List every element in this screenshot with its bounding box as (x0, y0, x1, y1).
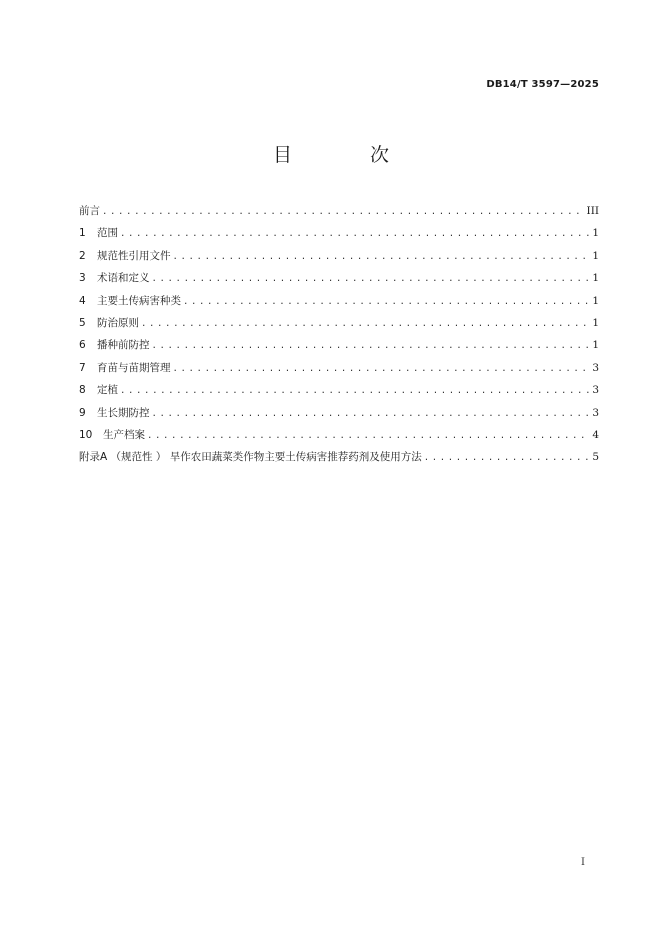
toc-entry-title: 生长期防控 (97, 406, 150, 419)
toc-entry-title: 主要土传病害种类 (97, 294, 181, 307)
toc-leader-dots (152, 268, 590, 290)
toc-entry-4[interactable] (79, 290, 599, 312)
toc-leader-dots (120, 223, 589, 245)
toc-entry-6[interactable] (79, 334, 599, 356)
page-title: 目 次 (272, 144, 426, 166)
toc-entry-page: 1 (592, 316, 599, 329)
toc-entry-number: 4 (79, 294, 86, 307)
toc-entry-title: 范围 (97, 227, 118, 240)
toc-entry-page: 1 (592, 227, 599, 240)
toc-entry-title: 规范性引用文件 (97, 249, 171, 262)
toc-leader-dots (173, 246, 590, 268)
toc-entry-5[interactable] (79, 312, 599, 334)
toc-entry-3[interactable] (79, 267, 599, 289)
toc-leader-dots (152, 403, 590, 425)
toc-entry-number: 9 (79, 406, 86, 419)
toc-leader-dots (183, 291, 589, 313)
toc-entry-9[interactable] (79, 402, 599, 424)
toc-entry-number: 5 (79, 316, 86, 329)
toc-entry-title: 防治原则 (97, 316, 139, 329)
table-of-contents (79, 200, 599, 469)
toc-entry-title: 育苗与苗期管理 (97, 361, 171, 374)
document-code: DB14/T 3597—2025 (486, 79, 599, 90)
toc-leader-dots (141, 313, 589, 335)
toc-entry-page: 3 (592, 406, 599, 419)
toc-entry-1[interactable] (79, 222, 599, 244)
toc-entry-number: 8 (79, 384, 86, 397)
toc-entry-page: 1 (592, 272, 599, 285)
toc-entry-8[interactable] (79, 379, 599, 401)
toc-entry-page: III (586, 205, 599, 217)
toc-leader-dots (102, 201, 584, 223)
toc-entry-2[interactable] (79, 245, 599, 267)
toc-entry-number: 6 (79, 339, 86, 352)
toc-entry-title: 播种前防控 (97, 339, 150, 352)
toc-entry-page: 5 (592, 451, 599, 464)
toc-entry-number: 7 (79, 361, 86, 374)
toc-entry-page: 3 (592, 384, 599, 397)
toc-entry-title: 前言 (79, 205, 100, 217)
toc-entry-title: 附录A （规范性 ） 旱作农田蔬菜类作物主要土传病害推荐药剂及使用方法 (79, 451, 422, 464)
toc-leader-dots (152, 335, 590, 357)
toc-entry-title: 术语和定义 (97, 272, 150, 285)
toc-leader-dots (147, 425, 589, 447)
toc-entry-title: 定植 (97, 384, 118, 397)
toc-entry-appendix-a[interactable] (79, 446, 599, 468)
toc-entry-page: 1 (592, 294, 599, 307)
toc-entry-page: 1 (592, 339, 599, 352)
toc-entry-page: 3 (592, 361, 599, 374)
toc-entry-number: 2 (79, 249, 86, 262)
toc-leader-dots (120, 380, 589, 402)
toc-leader-dots (173, 358, 590, 380)
toc-entry-page: 4 (592, 428, 599, 441)
toc-leader-dots (424, 447, 590, 469)
page-number: I (581, 857, 585, 868)
toc-entry-title: 生产档案 (103, 428, 145, 441)
toc-entry-number: 3 (79, 272, 86, 285)
toc-entry-number: 10 (79, 428, 93, 441)
toc-entry-page: 1 (592, 249, 599, 262)
toc-entry-foreword[interactable] (79, 200, 599, 222)
toc-entry-number: 1 (79, 227, 86, 240)
toc-entry-7[interactable] (79, 357, 599, 379)
toc-entry-10[interactable] (79, 424, 599, 446)
